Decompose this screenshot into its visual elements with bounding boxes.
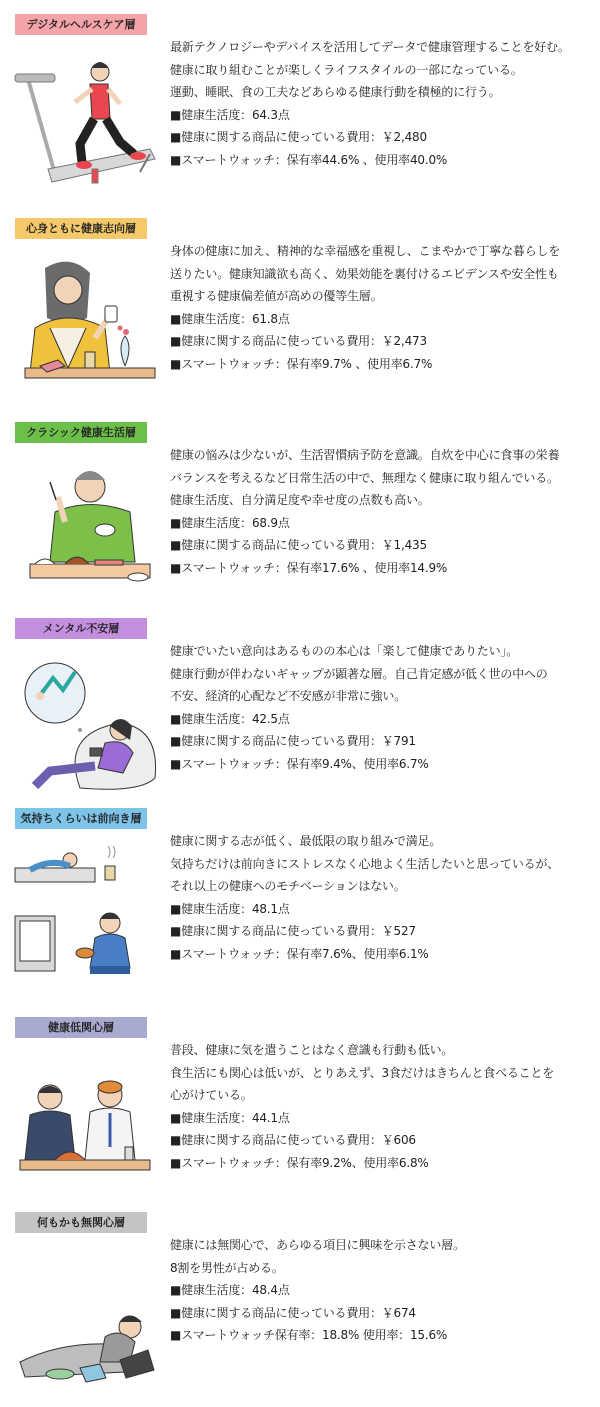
segment-label: クラシック健康生活層 xyxy=(15,422,147,443)
spending: ■健康に関する商品に使っている費用：￥2,480 xyxy=(170,130,427,144)
smartwatch-rate: ■スマートウォッチ：保有率17.6% 、使用率14.9% xyxy=(170,560,448,575)
segment-low-interest xyxy=(0,1017,600,1212)
description-line: 健康に関する志が低く、最低限の取り組みで満足。 xyxy=(170,834,442,848)
segment-mind-body-health xyxy=(0,218,600,413)
description-line: 健康生活度、自分満足度や幸せ度の点数も高い。 xyxy=(170,493,430,507)
spending: ■健康に関する商品に使っている費用：￥2,473 xyxy=(170,334,427,348)
segment-description xyxy=(170,830,595,965)
spending: ■健康に関する商品に使っている費用：￥791 xyxy=(170,734,416,748)
smartwatch-rate: ■スマートウォッチ：保有率9.4%、使用率6.7% xyxy=(170,756,429,771)
segment-no-interest xyxy=(0,1212,600,1407)
health-score: ■健康生活度：42.5点 xyxy=(170,711,290,726)
segment-description xyxy=(170,444,595,579)
smartwatch-rate: ■スマートウォッチ：保有率9.2%、使用率6.8% xyxy=(170,1155,429,1170)
woman-with-tea-illustration xyxy=(10,248,160,398)
segment-classic-health xyxy=(0,422,600,617)
description-line: 送りたい。健康知識欲も高く、効果効能を裏付けるエビデンスや安全性も xyxy=(170,266,559,281)
segment-description xyxy=(170,1039,595,1174)
smartwatch-rate: ■スマートウォッチ：保有率7.6%、使用率6.1% xyxy=(170,946,429,961)
spending: ■健康に関する商品に使っている費用：￥527 xyxy=(170,924,416,938)
spending: ■健康に関する商品に使っている費用：￥674 xyxy=(170,1305,416,1320)
description-line: 8割を男性が占める。 xyxy=(170,1260,284,1275)
treadmill-runner-illustration xyxy=(10,44,160,194)
smartwatch-rate: ■スマートウォッチ保有率：18.8% 使用率：15.6% xyxy=(170,1328,448,1342)
description-line: バランスを考えるなど日常生活の中で、無理なく健康に取り組んでいる。 xyxy=(170,470,559,485)
men-eating-noodles-illustration xyxy=(10,1047,160,1197)
segment-label: デジタルヘルスケア層 xyxy=(15,14,147,35)
segment-description xyxy=(170,640,595,775)
smartwatch-rate: ■スマートウォッチ：保有率9.7% 、使用率6.7% xyxy=(170,356,433,371)
health-score: ■健康生活度：68.9点 xyxy=(170,515,290,530)
segment-mental-anxiety xyxy=(0,618,600,813)
health-score: ■健康生活度：48.4点 xyxy=(170,1283,290,1297)
segment-digital-healthcare xyxy=(0,14,600,209)
woman-on-beanbag-illustration xyxy=(10,648,160,798)
description-line: 重視する健康偏差値が高めの優等生層。 xyxy=(170,289,383,303)
segment-description xyxy=(170,240,595,375)
health-score: ■健康生活度：44.1点 xyxy=(170,1110,290,1125)
health-score: ■健康生活度：48.1点 xyxy=(170,901,290,916)
description-line: 最新テクノロジーやデバイスを活用してデータで健康管理することを好む。 xyxy=(170,40,570,54)
relaxing-at-home-illustration xyxy=(10,838,160,988)
description-line: 身体の健康に加え、精神的な幸福感を重視し、こまやかで丁寧な暮らしを xyxy=(170,244,561,258)
spending: ■健康に関する商品に使っている費用：￥1,435 xyxy=(170,538,427,552)
man-lying-down-illustration xyxy=(10,1242,160,1392)
description-line: 健康行動が伴わないギャップが顕著な層。自己肯定感が低く世の中への xyxy=(170,666,548,681)
description-line: 心がけている。 xyxy=(170,1088,253,1102)
man-eating-meal-illustration xyxy=(10,452,160,602)
segment-label: 健康低関心層 xyxy=(15,1017,147,1038)
segment-positive-feelings xyxy=(0,808,600,1003)
description-line: 健康でいたい意向はあるものの本心は「楽して健康でありたい」。 xyxy=(170,644,519,658)
description-line: 不安、経済的心配など不安感が非常に強い。 xyxy=(170,689,407,703)
description-line: 普段、健康に気を遣うことはなく意識も行動も低い。 xyxy=(170,1043,454,1057)
segment-description xyxy=(170,36,595,171)
description-line: 健康には無関心で、あらゆる項目に興味を示さない層。 xyxy=(170,1238,465,1252)
health-score: ■健康生活度：64.3点 xyxy=(170,107,290,122)
description-line: 健康に取り組むことが楽しくライフスタイルの一部になっている。 xyxy=(170,62,523,77)
segment-label: メンタル不安層 xyxy=(15,618,147,639)
segment-label: 気持ちくらいは前向き層 xyxy=(15,808,147,829)
segment-description xyxy=(170,1234,595,1347)
health-score: ■健康生活度：61.8点 xyxy=(170,311,290,326)
description-line: 健康の悩みは少ないが、生活習慣病予防を意識。自炊を中心に食事の栄養 xyxy=(170,448,560,462)
description-line: 運動、睡眠、食の工夫などあらゆる健康行動を積極的に行う。 xyxy=(170,85,501,99)
smartwatch-rate: ■スマートウォッチ：保有率44.6% 、使用率40.0% xyxy=(170,152,448,167)
description-line: それ以上の健康へのモチベーションはない。 xyxy=(170,879,406,893)
spending: ■健康に関する商品に使っている費用：￥606 xyxy=(170,1133,416,1147)
segment-label: 何もかも無関心層 xyxy=(15,1212,147,1233)
segment-label: 心身ともに健康志向層 xyxy=(15,218,147,239)
description-line: 気持ちだけは前向きにストレスなく心地よく生活したいと思っているが、 xyxy=(170,856,560,871)
description-line: 食生活にも関心は低いが、とりあえず、3食だけはきちんと食べることを xyxy=(170,1065,555,1080)
